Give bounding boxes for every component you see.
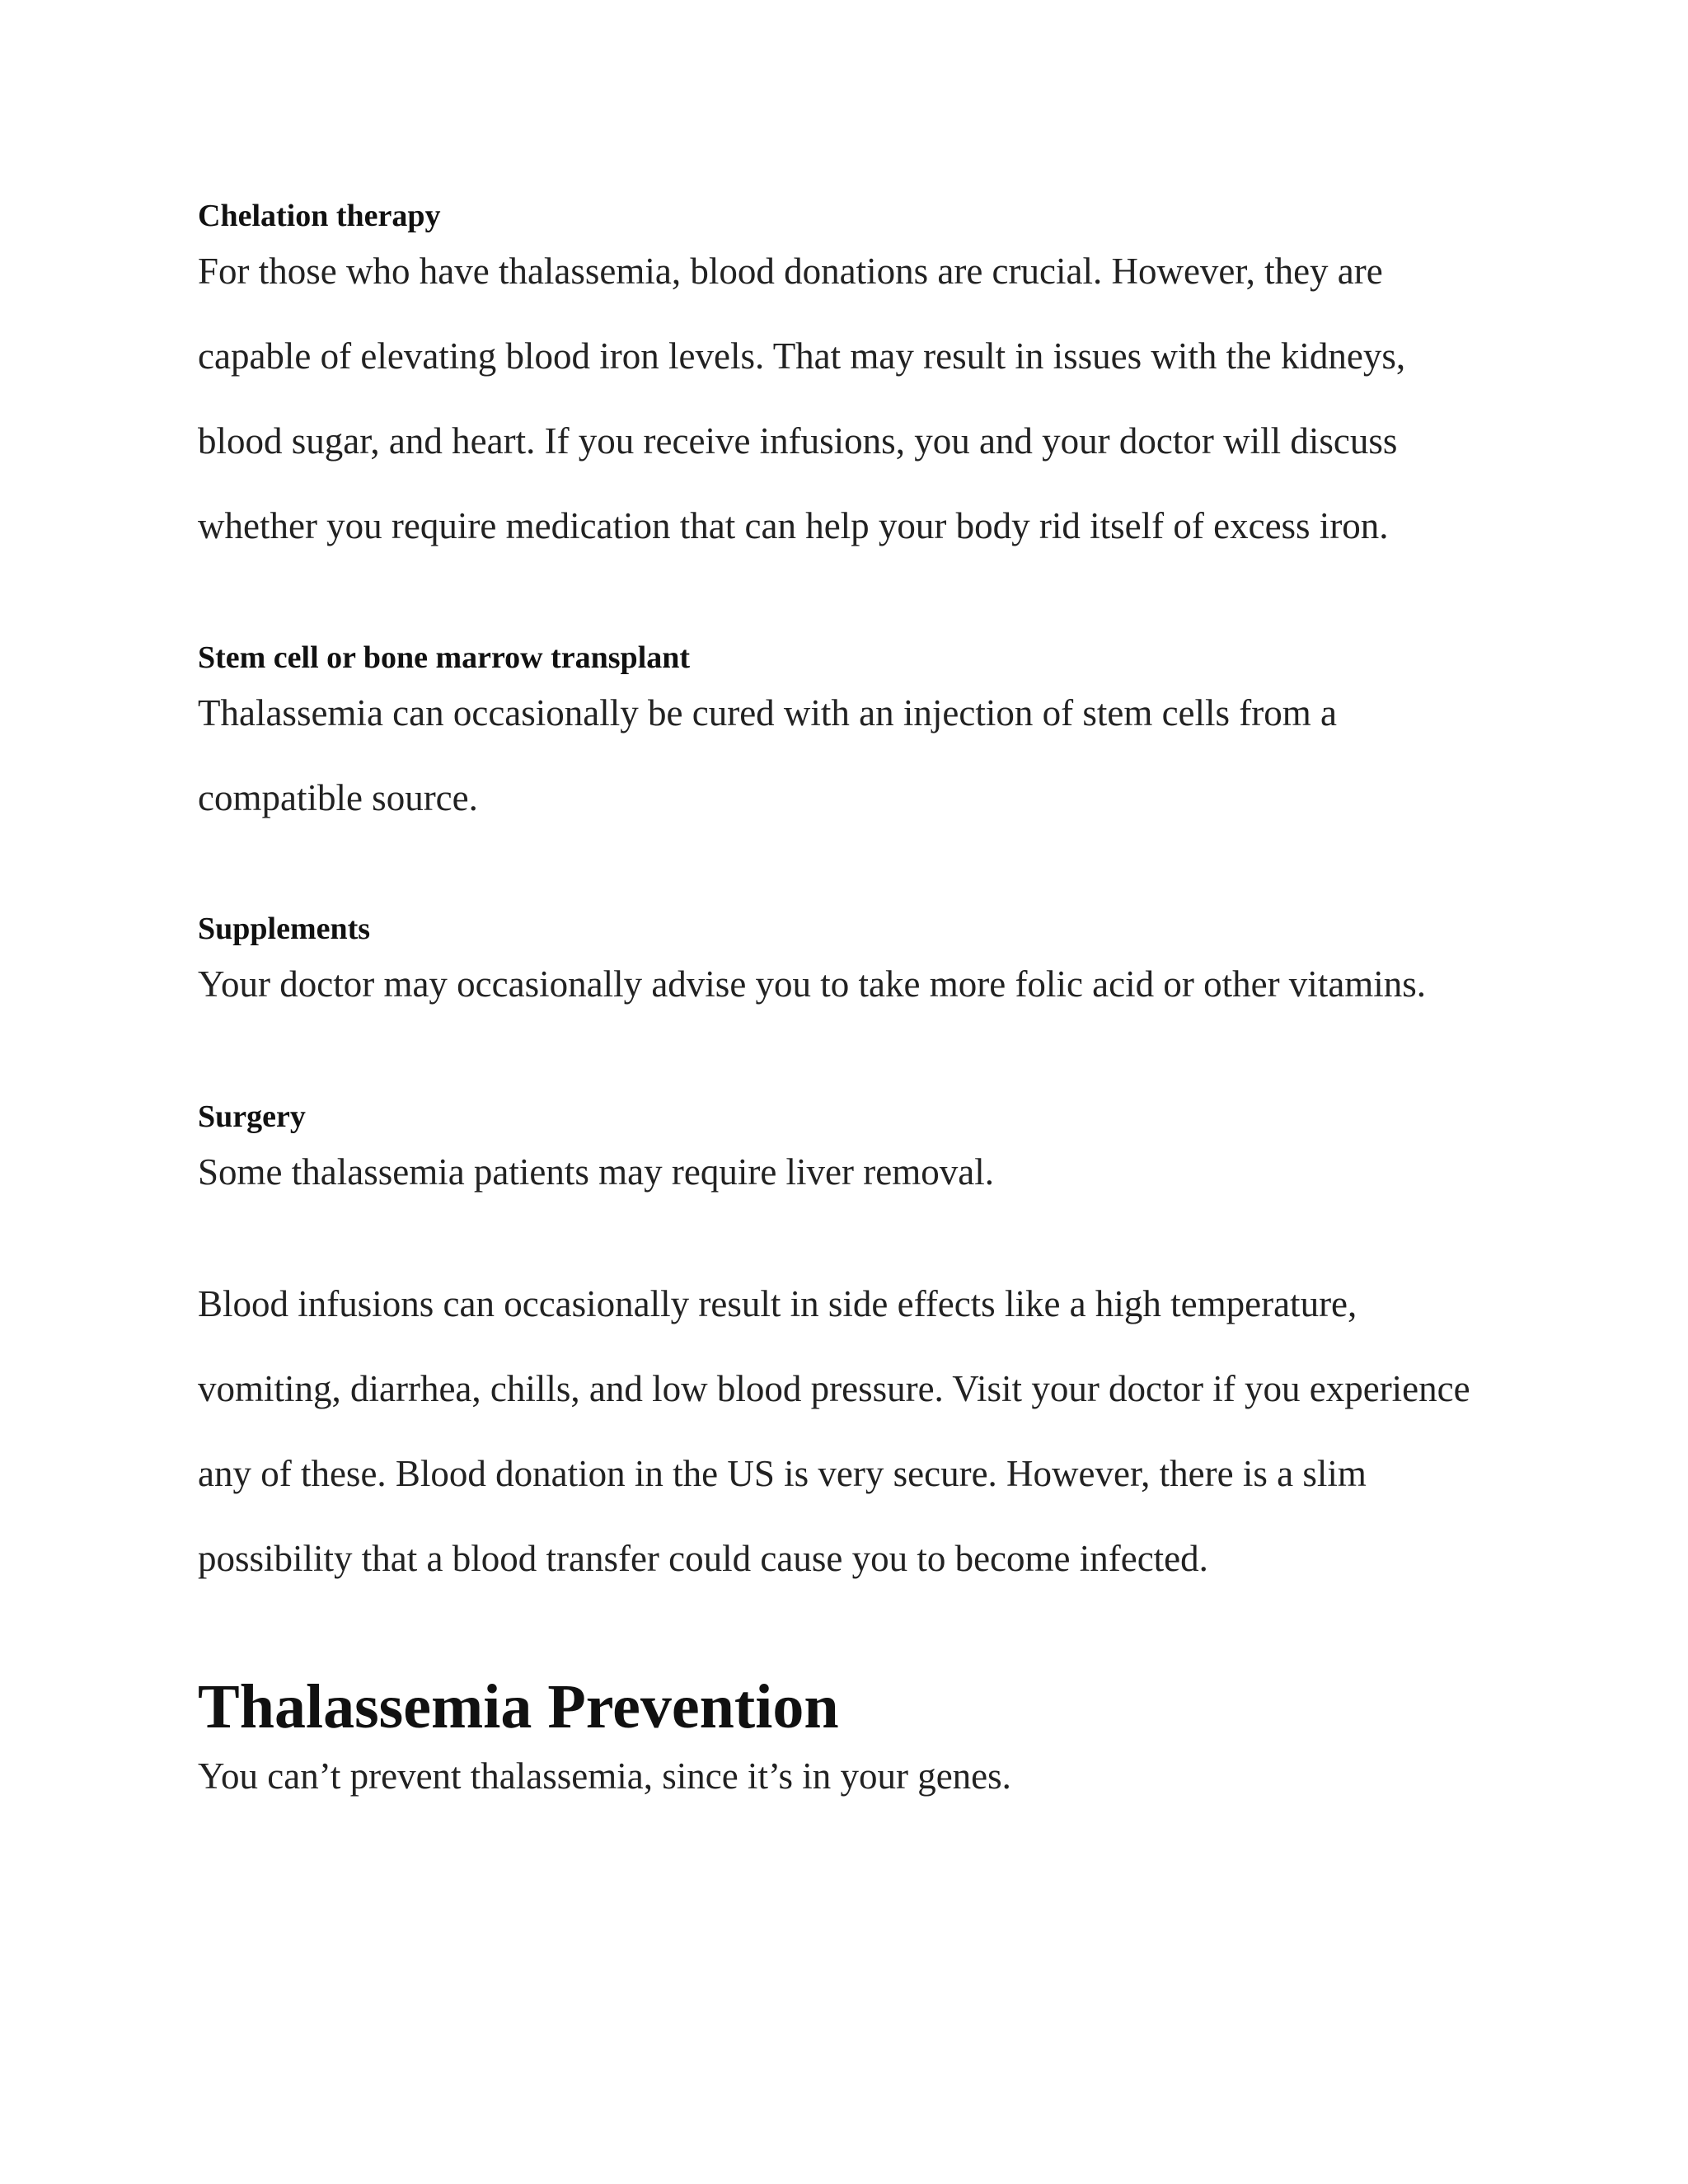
paragraph-line: compatible source. [198, 777, 478, 818]
paragraph-line: vomiting, diarrhea, chills, and low blood pressure. Visit your doctor if you experience [198, 1368, 1470, 1409]
section-heading-stem-cell-transplant: Stem cell or bone marrow transplant [198, 640, 691, 675]
paragraph-line: Blood infusions can occasionally result in side effects like a high temperature, [198, 1283, 1357, 1324]
paragraph-line: For those who have thalassemia, blood donations are crucial. However, they are [198, 251, 1383, 292]
paragraph-line: Thalassemia can occasionally be cured with an injection of stem cells from a [198, 692, 1337, 733]
page-heading-thalassemia-prevention: Thalassemia Prevention [198, 1672, 839, 1741]
paragraph-line: whether you require medication that can help your body rid itself of excess iron. [198, 505, 1389, 546]
paragraph-line: blood sugar, and heart. If you receive infusions, you and your doctor will discuss [198, 420, 1398, 462]
section-heading-chelation-therapy: Chelation therapy [198, 199, 441, 233]
paragraph-line: possibility that a blood transfer could cause you to become infected. [198, 1538, 1208, 1579]
paragraph-line: Your doctor may occasionally advise you to take more folic acid or other vitamins. [198, 963, 1427, 1005]
paragraph-line: any of these. Blood donation in the US is very secure. However, there is a slim [198, 1453, 1367, 1494]
section-heading-supplements: Supplements [198, 912, 371, 946]
section-heading-surgery: Surgery [198, 1099, 306, 1134]
paragraph-line: capable of elevating blood iron levels. That may result in issues with the kidneys, [198, 335, 1406, 377]
paragraph-line: Some thalassemia patients may require liver removal. [198, 1151, 994, 1193]
paragraph-line: You can’t prevent thalassemia, since it’s in your genes. [198, 1755, 1011, 1797]
